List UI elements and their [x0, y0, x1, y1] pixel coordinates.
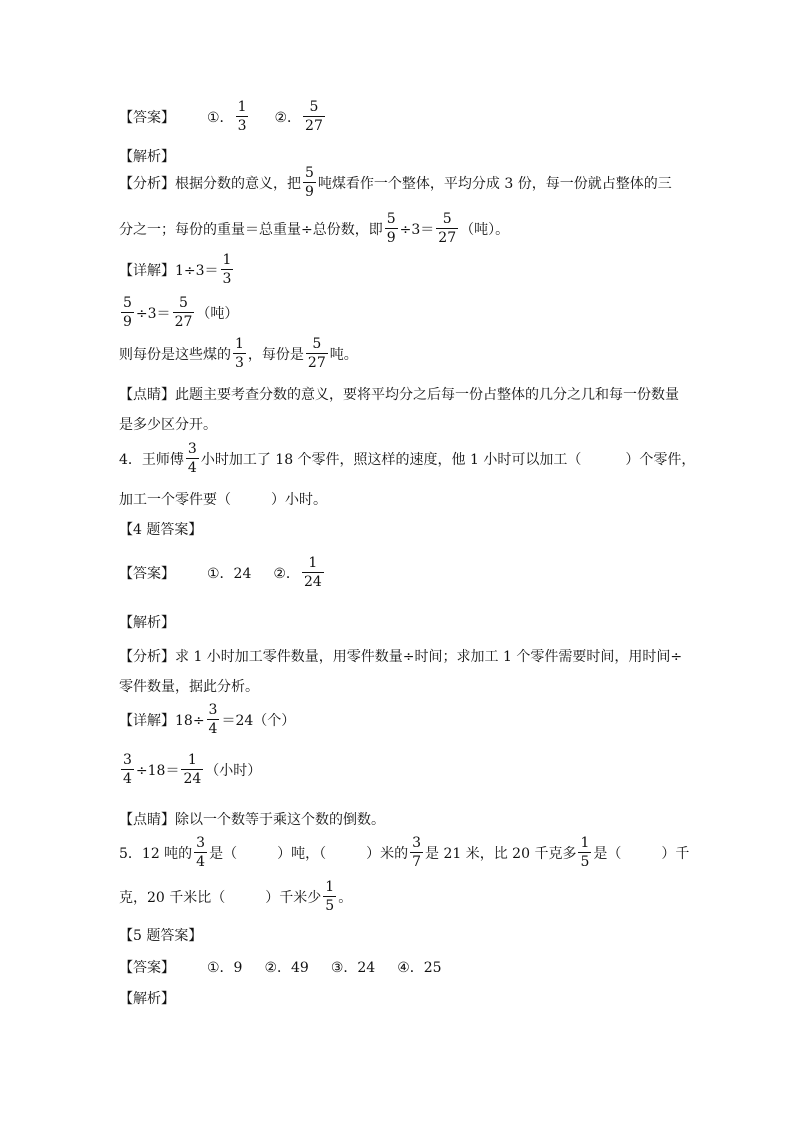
q4-detail-line1: 【详解】18÷ $\frac{3}{4}$ ＝24（个）: [119, 702, 296, 737]
q5-question-line1: 5．12 吨的 $\frac{3}{4}$ 是（ ）吨，（ ）米的 $\frac{3}{7}$ 是 21 米，比 20 千克多 $\frac{1}{5}$ 是（ ）千: [119, 835, 690, 870]
q3-detail-line2: $\frac{5}{9}$ ÷3＝ $\frac{5}{27}$ （吨）: [123, 295, 239, 330]
q4-detail-line2: $\frac{3}{4}$ ÷18＝ $\frac{1}{24}$ （小时）: [123, 752, 262, 787]
q3-comment-line2: 是多少区分开。: [119, 417, 217, 433]
fraction: $\frac{1}{3}$: [237, 99, 247, 134]
q5-answer-title: 【5 题答案】: [119, 928, 203, 944]
answer-mark: ①．: [207, 109, 234, 126]
q4-analysis-line1: 【分析】求 1 小时加工零件数量，用零件数量÷时间；求加工 1 个零件需要时间，用时间÷: [119, 649, 683, 665]
fraction: $\frac{1}{24}$: [183, 752, 202, 787]
q5-jiexi: 【解析】: [119, 991, 175, 1007]
fraction: $\frac{5}{9}$: [305, 165, 314, 200]
q5-answer-line: 【答案】 ①．9 ②．49 ③．24 ④．25: [119, 960, 442, 976]
fraction: $\frac{1}{5}$: [325, 879, 335, 914]
q5-question-line2: 克，20 千米比（ ）千米少 $\frac{1}{5}$ 。: [119, 879, 353, 914]
q3-detail-line3: 则每份是这些煤的 $\frac{1}{3}$ ，每份是 $\frac{5}{27}$ 吨。: [119, 336, 358, 371]
fraction: $\frac{5}{9}$: [123, 295, 132, 330]
fraction: $\frac{5}{9}$: [386, 211, 396, 246]
q3-comment-line1: 【点睛】此题主要考查分数的意义，要将平均分之后每一份占整体的几分之几和每一份数量: [119, 387, 679, 403]
fraction: $\frac{1}{3}$: [222, 252, 232, 287]
fraction: $\frac{3}{4}$: [196, 835, 206, 870]
fraction: $\frac{3}{4}$: [208, 702, 218, 737]
q4-answer-line: 【答案】 ①．24 ②． $\frac{1}{24}$: [119, 555, 322, 590]
q4-question-line2: 加工一个零件要（ ）小时。: [119, 492, 327, 508]
q4-analysis-line2: 零件数量，据此分析。: [119, 679, 259, 695]
q3-answer-line: [119, 100, 327, 133]
q4-comment: 【点睛】除以一个数等于乘这个数的倒数。: [119, 812, 385, 828]
fraction: $\frac{3}{4}$: [123, 752, 132, 787]
fraction: $\frac{1}{3}$: [235, 336, 244, 371]
q4-jiexi: 【解析】: [119, 615, 175, 631]
q3-detail-line1: 【详解】1÷3＝ $\frac{1}{3}$: [119, 252, 232, 287]
q4-question-line1: 4．王师傅 $\frac{3}{4}$ 小时加工了 18 个零件，照这样的速度，他 1 小时可以加工（ ）个零件，: [119, 441, 696, 476]
q4-answer-title: 【4 题答案】: [119, 522, 203, 538]
fraction: $\frac{5}{27}$: [305, 99, 323, 134]
fraction: $\frac{1}{5}$: [580, 835, 590, 870]
fraction: $\frac{1}{24}$: [303, 555, 322, 590]
fraction: $\frac{3}{7}$: [412, 835, 422, 870]
fraction: $\frac{5}{27}$: [174, 295, 193, 330]
fraction: $\frac{3}{4}$: [187, 441, 197, 476]
fraction: $\frac{5}{27}$: [307, 336, 326, 371]
q3-jiexi: 【解析】: [119, 149, 175, 165]
answer-mark: ②．: [274, 109, 302, 126]
q3-analysis-line1: 【分析】根据分数的意义，把 $\frac{5}{9}$ 吨煤看作一个整体，平均分成 3 份，每一份就占整体的三: [119, 165, 672, 200]
fraction: $\frac{5}{27}$: [438, 211, 457, 246]
q3-analysis-line2: 分之一；每份的重量＝总重量÷总份数，即 $\frac{5}{9}$ ÷3＝ $\frac{5}{27}$ （吨）。: [119, 211, 510, 246]
answer-label: 【答案】: [119, 109, 175, 126]
